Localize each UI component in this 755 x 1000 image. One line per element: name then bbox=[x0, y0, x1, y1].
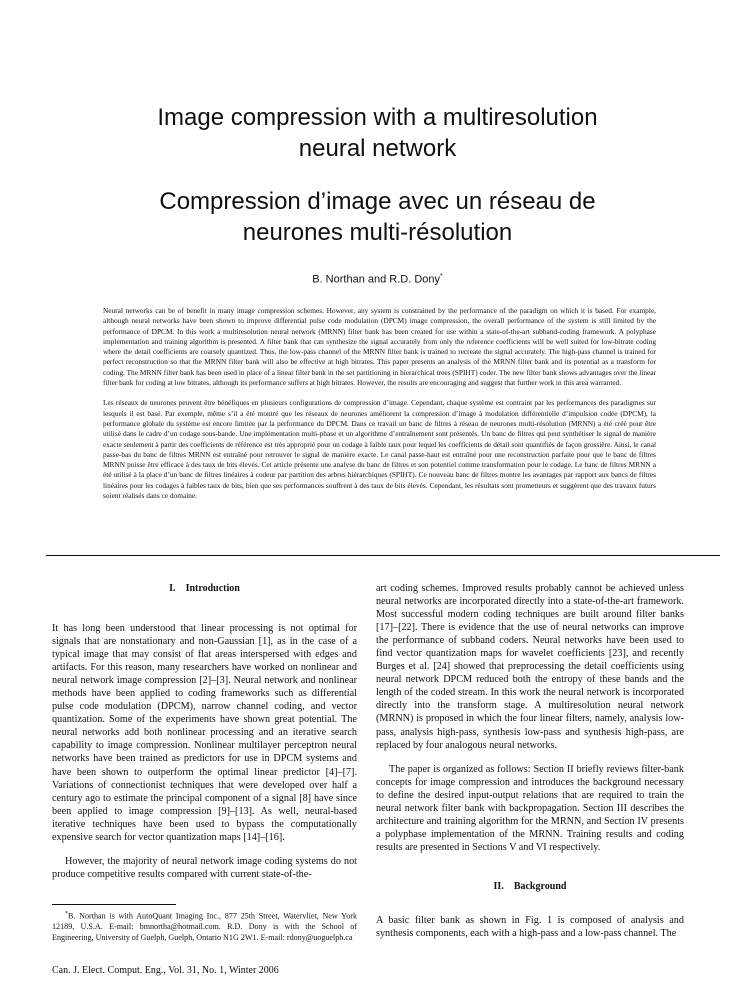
section-title: Introduction bbox=[185, 583, 240, 594]
abstract-french: Les réseaux de neurones peuvent être bénéfiques en plusieurs configurations de compression d’image. Cependant, chaque système est contraint par les performances des paradigmes sur lesquels il est basé. Par exemple, même s’il a été montré que les réseaux de neurones améliorent la compression d’image à modulation différentielle d’impulsion codée (DPCM), la performance globale du système est encore limitée par la performance du DPCM. Dans ce travail un banc de filtres à réseau de neurones multi-résolution (MRNN) a été créé pour être utilisé dans le cadre d’un codage sous-bande. Une implémentation multi-phase et un algorithme d’entraînement sont présentés. Un banc de filtres qui peut synthétiser le signal de manière exacte seulement à partir des coefficients de référence est très approprié pour un codage à faible taux pour lequel les coefficients de détail sont quantifiés de façon grossière. Ainsi, le canal passe-bas du banc de filtres MRNN est entraîné pour retrouver le signal de manière exacte. Le canal passe-haut est entraîné pour une reconstruction parfaite pour que le banc de filtres MRNN puisse être efficace à des taux de bits élevés. Cet article présente une analyse du banc de filtres et son potentiel comme transformation pour le codage. Le banc de filtres MRNN a été utilisé à la place d’un banc de filtres linéaires à codeur par partition des arbres hiérarchiques (SPIHT). Ce nouveau banc de filtres montre les avantages par rapport aux bancs de filtres linéaires pour les codages à faibles taux de bits, bien que ses performances souffrent à des taux de bits élevés. Cependant, les résultats sont prometteurs et suggèrent que des travaux futurs soient réalisés dans ce domaine. bbox=[103, 398, 656, 501]
footnote-mark: * bbox=[65, 911, 68, 917]
abstract-english: Neural networks can be of benefit in many image compression schemes. However, any system is constrained by the performance of the paradigm on which it is based. For example, although neural networks have been shown to improve differential pulse code modulation (DPCM) image compression, the overall performance of the system is still limited by the performance of DPCM. In this work a multiresolution neural network (MRNN) filter bank has been created for use within a state-of-the-art subband-coding framework. A polyphase implementation and training algorithm is presented. A filter bank that can synthesize the signal accurately from only the reference coefficients will be well suited for low-bitrate coding where the detail coefficients are coarsely quantized. Thus, the low-pass channel of the MRNN filter bank is trained to recreate the signal accurately. The high-pass channel is trained for perfect reconstruction so that the MRNN filter bank will also be effective at high bitrates. This paper presents an analysis of the MRNN filter bank and its potential as a transform for coding. The MRNN filter bank has been used in place of a linear filter bank in the set partitioning in hierarchical trees (SPIHT) coder. The new filter bank shows advantages over the linear filter bank for coding at low bitrates, although its performance suffers at high bitrates. However, the results are encouraging and suggest that further work in this area warranted. bbox=[103, 306, 656, 388]
title-english: Image compression with a multiresolution neural network bbox=[157, 104, 598, 162]
footnote-divider bbox=[52, 904, 176, 905]
section-number: II. bbox=[493, 880, 504, 892]
section-heading-introduction bbox=[52, 582, 357, 596]
abstract bbox=[103, 306, 656, 511]
section-title: Background bbox=[513, 880, 567, 892]
author-footnote-mark: * bbox=[440, 273, 443, 280]
section-heading-background bbox=[376, 880, 684, 894]
column-left bbox=[52, 582, 357, 881]
author-names: B. Northan and R.D. Dony bbox=[312, 273, 441, 286]
intro-paragraph-1: It has long been understood that linear processing is not optimal for signals that are nonstationary and non-Gaussian [1], as in the case of a typical image that may consist of flat areas interspersed with edges and artifacts. For this reason, many researchers have worked on nonlinear and neural network image compression [2]–[3]. Neural network and nonlinear methods have been applied to coding frameworks such as differential pulse code modulation (DPCM), narrow channel coding, and vector quantization. Some of the experiments have shown great potential. The neural networks add both nonlinear processing and an iterative search capability to image compression. Nonlinear multilayer perceptron neural networks have been trained as predictors for use in DPCM systems and have been shown to outperform the optimal linear predictor [4]–[7]. Variations of connectionist techniques that were developed over half a century ago to estimate the principal component of a signal [8] have since been applied to image compression [9]–[13]. As well, neural-based iterative techniques have been used to bypass the computationally expensive search for vector quantization maps [14]–[16]. bbox=[52, 623, 357, 843]
column-right bbox=[376, 582, 684, 940]
intro-paragraph-2-start: However, the majority of neural network image coding systems do not produce competitive results compared with current state-of-the- bbox=[52, 855, 357, 880]
footnote bbox=[52, 909, 357, 943]
title-french: Compression d’image avec un réseau de neurones multi-résolution bbox=[159, 188, 596, 246]
journal-footer: Can. J. Elect. Comput. Eng., Vol. 31, No. 1, Winter 2006 bbox=[52, 965, 279, 976]
intro-paragraph-2-continued: art coding schemes. Improved results probably cannot be achieved unless neural networks are incorporated directly into a state-of-the-art framework. Most successful modern coding techniques are built around filter banks [17]–[22]. There is evidence that the use of neural networks can improve the performance of subband coders. Neural networks have been used to find vector quantization maps for wavelet coefficients [23], and recently Burges et al. [24] showed that preprocessing the detail coefficients using neural network DPCM reduced both the entropy of these bands and the length of the coded stream. In this work the neural network is incorporated directly into the transform stage. A multiresolution neural network (MRNN) is proposed in which the four linear filters, namely, analysis low-pass, analysis high-pass, synthesis low-pass and synthesis high-pass, are replaced by four analogous neural networks. bbox=[376, 583, 684, 751]
footnote-text: B. Northan is with AutoQuant Imaging Inc., 877 25th Street, Watervliet, New York 12189, U.S.A. E-mail: bmnortha@hotmail.com. R.D. Dony is with the School of Engineering, University of Guelph, Guelph, Ontario N1G 2W1. E-mail: rdony@uoguelph.ca bbox=[52, 911, 357, 942]
authors bbox=[0, 270, 755, 287]
intro-paragraph-3: The paper is organized as follows: Section II briefly reviews filter-bank concepts for image compression and introduces the background necessary to define the desired input-output relations that are required to train the neural network filter bank with backpropagation. Section III describes the architecture and training algorithm for the MRNN, and Section IV presents a polyphase implementation of the MRNN. Training results and coding results are presented in Sections V and VI respectively. bbox=[376, 763, 684, 853]
section-divider bbox=[46, 555, 720, 556]
section-number: I. bbox=[169, 583, 176, 594]
title-block bbox=[0, 102, 755, 287]
background-paragraph-1: A basic filter bank as shown in Fig. 1 is composed of analysis and synthesis components, each with a high-pass and a low-pass channel. The bbox=[376, 914, 684, 939]
